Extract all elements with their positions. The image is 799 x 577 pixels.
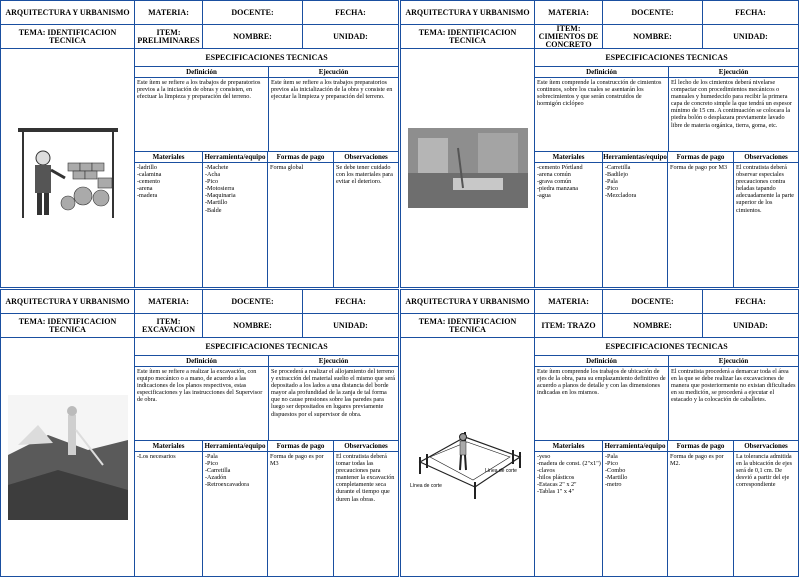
list-item: -Pala [205,453,218,460]
list-item: -Acha [205,171,221,179]
list-item: -madera [137,192,158,200]
nombre-label: NOMBRE: [203,25,303,49]
ejecucion-header: Ejecución [269,67,398,78]
ejecucion-text: Se procederá a realizar el allojamiento del terreno y extracción del material suelto el mismo que será depositado a los lados a una distancia del borde mayor ala profundidad de la zanja de tal forma que no cause presiones sobre las paredes para luego ser depositados en lugares previamente dispuestos por el supervisor de obra. [271,368,396,418]
formas-text: Forma global [270,164,304,171]
observaciones-text: La tolerancia admitida en la ubicación de ejes será de 0,1 cm. De desvió a partir del eje correspondiente [736,453,793,489]
worker-bricks-illustration [13,108,123,228]
formas-text: Forma de pago es por M3 [270,453,324,468]
materia-label: MATERIA: [135,290,203,314]
ejecucion-text: Este ítem se refiere a los trabajos preparatorios previos ala inicialización de la obra y consiste en ejecutar la limpieza y preparación del terreno. [271,79,393,101]
materiales-list [535,452,603,576]
herramientas-header: Herramientas/equipo [603,153,667,161]
observaciones-header: Observaciones [334,152,398,163]
list-item: -arena [137,185,153,193]
card-header [401,290,798,338]
formas-header: Formas de pago [668,152,734,163]
fecha-label: FECHA: [703,290,798,314]
materiales-header: Materiales [535,441,603,452]
list-item: -metro [605,481,622,489]
herramientas-header: Herramienta/equipo [203,152,268,163]
spec-table [535,338,798,576]
list-item: -Pala [605,178,618,186]
ejecucion-header: Ejecución [669,356,798,367]
list-item: -Pico [205,460,219,468]
card-header [1,290,398,338]
linea-corte-label-1: Línea de corte [410,483,442,489]
ejecucion-text: El contratista procederá a demarcar toda el área en la que se debe realizar las excavaciones de manera que posteriormente no existan dificultades en su medición, se procederá a ejecutar el estacado y la colocación de caballetes. [671,368,796,404]
herramientas-header: Herramienta/equipo [603,441,668,452]
docente-label: DOCENTE: [603,290,703,314]
list-item: -Badilejo [605,171,629,179]
list-item: -yeso [537,453,551,460]
item-label: ITEM: CIMIENTOS DE CONCRETO [535,25,603,49]
fecha-label: FECHA: [303,1,398,25]
nombre-label: NOMBRE: [603,25,703,49]
org-name: ARQUITECTURA Y URBANISMO [401,1,535,25]
fecha-label: FECHA: [303,290,398,314]
list-item: -Motosierra [205,185,235,193]
list-item: -Retroexcavadora [205,481,249,489]
card-header [401,1,798,49]
list-item: -Estacas 2" x 2" [537,481,577,489]
list-item: -madera de const. (2"x1") [537,460,601,468]
linea-corte-label-2: Línea de corte [485,468,517,474]
list-item: -Machete [205,164,229,171]
definicion-text: Este ítem comprende los trabajos de ubicación de ejes de la obra, para su emplazamiento definitivo de acuerdo a planos de detalle y con las dimensiones indicadas en los mismos. [537,368,666,397]
formas-text: Forma de pago por M3 [670,164,728,171]
definicion-header: Definición [535,67,669,78]
formas-header: Formas de pago [268,441,334,452]
observaciones-header: Observaciones [734,441,798,452]
item-illustration [1,338,135,576]
materiales-list [135,452,203,576]
unidad-label: UNIDAD: [303,25,398,49]
list-item: -Martillo [605,474,628,482]
list-item: -cemento Pórtland [537,164,583,171]
definicion-text: Este ítem se refiere a los trabajos de preparatorios previos a la iniciación de obras y consisten, en efectuar la limpieza y preparación del terreno. [137,79,261,101]
list-item: -calamina [137,171,162,179]
herramientas-header: Herramienta/equipo [203,441,268,452]
trazo-stakes-drawing [405,402,530,512]
item-illustration [401,49,535,287]
list-item: -Azadón [205,474,227,482]
list-item: -Pala [605,453,618,460]
materiales-header: Materiales [135,441,203,452]
spec-card-preliminares [0,0,399,288]
herramientas-list [603,452,668,576]
unidad-label: UNIDAD: [703,25,798,49]
list-item: -Balde [205,206,222,214]
materiales-header: Materiales [135,152,203,163]
list-item: -Pico [605,185,619,193]
observaciones-text: El contratista deberá observar especiales precauciones contra heladas tapando adecuadamente la parte superior de los cimientos. [736,164,795,214]
spec-title: ESPECIFICACIONES TECNICAS [535,49,798,67]
item-illustration [1,49,135,287]
tema-label: TEMA: IDENTIFICACION TECNICA [401,25,535,49]
spec-title: ESPECIFICACIONES TECNICAS [535,338,798,356]
list-item: -Combo [605,467,626,475]
herramientas-list [203,452,268,576]
herramientas-list [203,163,268,287]
ejecucion-text: El lecho de los cimientos deberá nivelarse compactar con procedimientos mecánicos o manuales y humedecido para recibir la primera capa de concreto simple la que tendrá un espesor mínimo de 15 cm. A continuación se colocara la piedra bolón o desplazara previamente lavado libre de materia orgánica, tierra, goma, etc. [671,79,792,129]
observaciones-text: El contratista deberá tomar todas las precauciones para mantener la excavación completamente seca durante el tiempo que duren las obras. [336,453,395,503]
observaciones-header: Observaciones [334,441,398,452]
unidad-label: UNIDAD: [703,314,798,338]
spec-table [135,338,398,576]
definicion-header: Definición [135,67,269,78]
list-item: -grava común [537,178,572,186]
spec-card-cimientos [400,0,799,288]
definicion-header: Definición [535,356,669,367]
ejecucion-header: Ejecución [669,67,798,78]
spec-card-excavacion [0,289,399,577]
docente-label: DOCENTE: [203,290,303,314]
org-name: ARQUITECTURA Y URBANISMO [1,290,135,314]
card-header [1,1,398,49]
formas-header: Formas de pago [268,152,334,163]
materia-label: MATERIA: [535,290,603,314]
excavation-photo [8,395,128,520]
tema-label: TEMA: IDENTIFICACION TECNICA [401,314,535,338]
spec-table [135,49,398,287]
docente-label: DOCENTE: [203,1,303,25]
nombre-label: NOMBRE: [603,314,703,338]
spec-card-trazo [400,289,799,577]
concrete-foundation-photo [408,128,528,208]
definicion-text: Este ítem comprende la construcción de cimientos continuos, sobre los cuales se asentarán los sobrecimientos y que serán construidos de hormigón ciclópeo [537,79,662,108]
list-item: -Carretilla [605,164,631,171]
list-item: -Pico [605,460,619,468]
org-name: ARQUITECTURA Y URBANISMO [1,1,135,25]
observaciones-text: Se debe tener cuidado con los materiales para evitar el deterioro. [336,164,393,186]
item-illustration [401,338,535,576]
tema-label: TEMA: IDENTIFICACION TECNICA [1,25,135,49]
spec-table [535,49,798,287]
list-item: -piedra manzana [537,185,579,193]
docente-label: DOCENTE: [603,1,703,25]
definicion-text: Este ítem se refiere a realizar la excavación, con equipo mecánico o a mano, de acuerdo a las indicaciones de los planos respectivos, estas especificaciones y las instrucciones del Supervisor de obra. [137,368,263,404]
list-item: -hilos plásticos [537,474,575,482]
item-label: ITEM: EXCAVACION [135,314,203,338]
tema-label: TEMA: IDENTIFICACION TECNICA [1,314,135,338]
list-item: -clavos [537,467,555,475]
formas-header: Formas de pago [668,441,734,452]
list-item: -Carretilla [205,467,231,475]
item-label: ITEM: TRAZO [535,314,603,338]
list-item: -Los necesarios [137,453,176,460]
observaciones-header: Observaciones [734,152,798,163]
formas-text: Forma de pago es por M2. [670,453,724,468]
fecha-label: FECHA: [703,1,798,25]
materiales-header: Materiales [535,152,603,163]
list-item: -Tablas 1" x 4" [537,488,575,496]
herramientas-list [603,163,668,287]
list-item: -ladrillo [137,164,157,171]
unidad-label: UNIDAD: [303,314,398,338]
ejecucion-header: Ejecución [269,356,398,367]
nombre-label: NOMBRE: [203,314,303,338]
materiales-list [535,163,603,287]
list-item: -agua [537,192,551,200]
materiales-list [135,163,203,287]
list-item: -Martillo [205,199,228,207]
item-label: ITEM: PRELIMINARES [135,25,203,49]
org-name: ARQUITECTURA Y URBANISMO [401,290,535,314]
list-item: -Maquinaria [205,192,236,200]
spec-title: ESPECIFICACIONES TECNICAS [135,49,398,67]
spec-title: ESPECIFICACIONES TECNICAS [135,338,398,356]
list-item: -arena común [537,171,571,179]
list-item: -cemento [137,178,161,186]
materia-label: MATERIA: [535,1,603,25]
list-item: -Mezcladora [605,192,637,200]
materia-label: MATERIA: [135,1,203,25]
definicion-header: Definición [135,356,269,367]
list-item: -Pico [205,178,219,186]
